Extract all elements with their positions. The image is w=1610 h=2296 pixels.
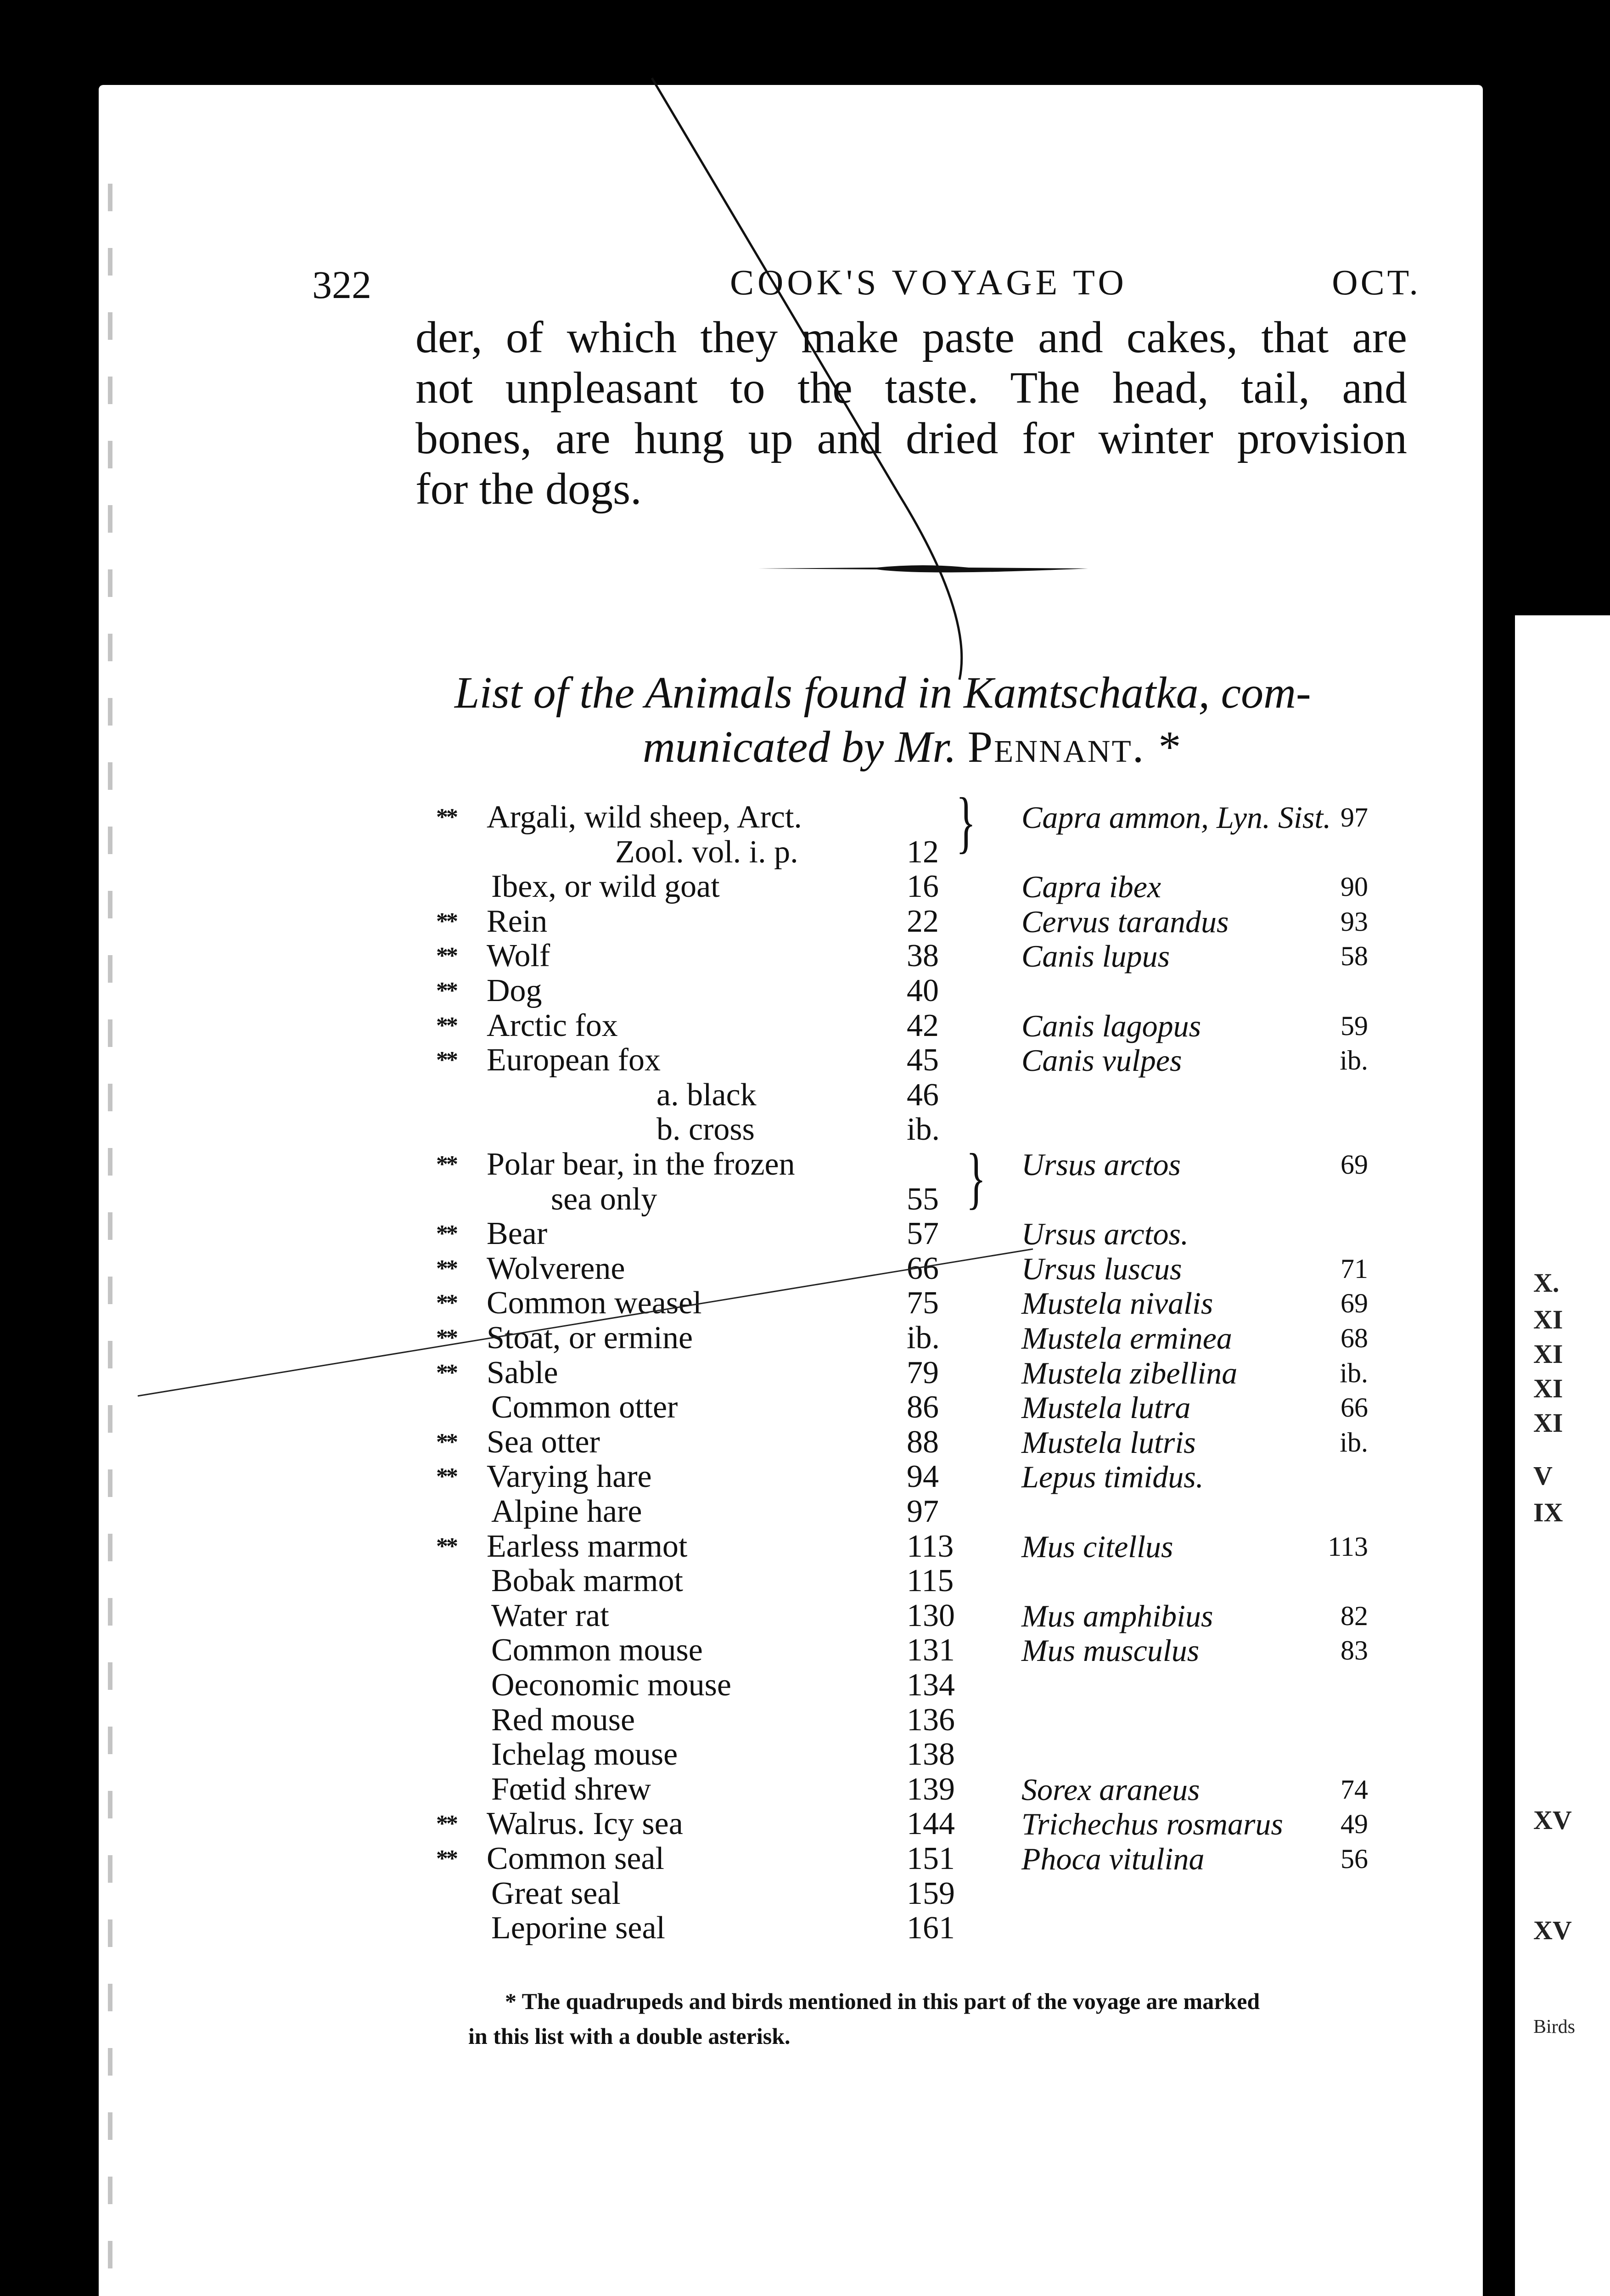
- animal-name: Common otter: [491, 1390, 678, 1425]
- page-ref: ib.: [907, 1320, 940, 1356]
- latin-name: Cervus tarandus: [1021, 904, 1229, 939]
- double-asterisk: **: [436, 1811, 456, 1837]
- animal-name: Wolf: [487, 938, 550, 974]
- latin-name: Sorex araneus: [1021, 1772, 1200, 1807]
- latin-name: Capra ibex: [1021, 869, 1161, 905]
- body-line: for the dogs.: [415, 464, 642, 514]
- animal-name: Stoat, or ermine: [487, 1320, 693, 1356]
- animal-name: Ibex, or wild goat: [491, 869, 720, 905]
- page-ref: 136: [907, 1702, 955, 1738]
- linnaeus-ref: ib.: [1340, 1045, 1368, 1076]
- animal-name: Earless marmot: [487, 1528, 688, 1564]
- animal-name: Common weasel: [487, 1285, 702, 1321]
- linnaeus-ref: 113: [1328, 1531, 1368, 1562]
- page-ref: 161: [907, 1910, 955, 1946]
- linnaeus-ref: ib.: [1340, 1427, 1368, 1458]
- page-ref: 86: [907, 1390, 939, 1425]
- double-asterisk: **: [436, 978, 456, 1004]
- page-ref: 97: [907, 1494, 939, 1529]
- double-asterisk: **: [436, 804, 456, 830]
- linnaeus-ref: 71: [1341, 1253, 1368, 1284]
- double-asterisk: **: [436, 908, 456, 934]
- latin-name: Mustela erminea: [1021, 1321, 1232, 1356]
- latin-name: Mus amphibius: [1021, 1598, 1213, 1633]
- double-asterisk: **: [436, 1151, 456, 1177]
- next-page-fragment: XI: [1533, 1373, 1563, 1403]
- double-asterisk: **: [436, 1359, 456, 1386]
- animal-name: Walrus. Icy sea: [487, 1806, 683, 1842]
- linnaeus-ref: 69: [1341, 1288, 1368, 1319]
- body-line: bones, are hung up and dried for winter provision: [415, 414, 1407, 463]
- adjacent-page-edge: [1515, 615, 1610, 2296]
- next-page-fragment: XV: [1533, 1915, 1572, 1945]
- double-asterisk: **: [436, 1012, 456, 1039]
- linnaeus-ref: 56: [1341, 1844, 1368, 1874]
- next-page-fragment: IX: [1533, 1497, 1563, 1527]
- linnaeus-ref: 93: [1341, 906, 1368, 937]
- latin-name: Canis vulpes: [1021, 1043, 1182, 1078]
- latin-name: Lepus timidus.: [1021, 1459, 1204, 1495]
- page-ref: 16: [907, 869, 939, 905]
- latin-name: Mustela lutris: [1021, 1424, 1196, 1460]
- page-ref: 159: [907, 1875, 955, 1911]
- double-asterisk: **: [436, 1846, 456, 1872]
- animal-name: Polar bear, in the frozen: [487, 1147, 795, 1182]
- page-ref: 151: [907, 1841, 955, 1876]
- animal-name: Zool. vol. i. p.: [615, 834, 798, 870]
- linnaeus-ref: 74: [1341, 1774, 1368, 1805]
- page-ref: 46: [907, 1077, 939, 1113]
- page-ref: 38: [907, 938, 939, 974]
- animal-name: Fœtid shrew: [491, 1771, 651, 1807]
- latin-name: Mus citellus: [1021, 1529, 1173, 1564]
- animal-name: Bear: [487, 1216, 548, 1252]
- page-number: 322: [312, 263, 371, 307]
- page-ref: 130: [907, 1598, 955, 1633]
- animal-name: Red mouse: [491, 1702, 635, 1738]
- linnaeus-ref: 68: [1341, 1323, 1368, 1353]
- latin-name: Canis lupus: [1021, 939, 1170, 974]
- latin-name: Trichechus rosmarus: [1021, 1806, 1283, 1842]
- list-title-line1: List of the Animals found in Kamtschatka, com-: [454, 668, 1311, 718]
- page-ref: 45: [907, 1042, 939, 1078]
- page-ref: 75: [907, 1285, 939, 1321]
- animal-name: Common seal: [487, 1841, 664, 1876]
- linnaeus-ref: ib.: [1340, 1357, 1368, 1388]
- animal-name: Water rat: [491, 1598, 609, 1633]
- body-line: not unpleasant to the taste. The head, tail, and: [415, 363, 1407, 413]
- animal-name: Varying hare: [487, 1459, 652, 1495]
- page-ref: 79: [907, 1355, 939, 1390]
- next-page-fragment: XI: [1533, 1408, 1563, 1438]
- list-title: [413, 666, 1423, 774]
- page-ref: 42: [907, 1007, 939, 1043]
- page-ref: 131: [907, 1632, 955, 1668]
- page-ref: 57: [907, 1216, 939, 1252]
- latin-name: Mustela nivalis: [1021, 1286, 1213, 1321]
- double-asterisk: **: [436, 1429, 456, 1455]
- latin-name: Ursus arctos.: [1021, 1216, 1189, 1252]
- animal-name: Common mouse: [491, 1632, 703, 1668]
- latin-name: Mustela lutra: [1021, 1390, 1191, 1425]
- double-asterisk: **: [436, 1221, 456, 1247]
- running-header: [312, 262, 1421, 312]
- animal-name: Leporine seal: [491, 1910, 665, 1946]
- page-ref: 12: [907, 834, 939, 870]
- footnote: [468, 1984, 1469, 2054]
- ornamental-rule: [757, 564, 1088, 573]
- linnaeus-ref: 69: [1341, 1149, 1368, 1180]
- linnaeus-ref: 82: [1341, 1600, 1368, 1631]
- animal-name: Sable: [487, 1355, 558, 1390]
- page-ref: ib.: [907, 1112, 940, 1148]
- linnaeus-ref: 90: [1341, 872, 1368, 902]
- double-asterisk: **: [436, 943, 456, 969]
- running-title: COOK'S VOYAGE TO: [730, 262, 1128, 302]
- next-page-fragment: XI: [1533, 1339, 1563, 1369]
- linnaeus-ref: 59: [1341, 1010, 1368, 1041]
- next-page-fragment: XI: [1533, 1305, 1563, 1334]
- brace: }: [956, 784, 976, 860]
- animal-name: a. black: [656, 1077, 757, 1113]
- body-line: der, of which they make paste and cakes, that are: [415, 313, 1407, 362]
- next-page-fragment: Birds: [1533, 2016, 1576, 2037]
- author-name: Pennant.: [967, 722, 1145, 772]
- footnote-marker: *: [1156, 722, 1179, 772]
- latin-name: Capra ammon, Lyn. Sist.: [1021, 800, 1331, 835]
- animal-name: Ichelag mouse: [491, 1737, 678, 1773]
- double-asterisk: **: [436, 1463, 456, 1490]
- page-ref: 66: [907, 1250, 939, 1286]
- page-ref: 40: [907, 973, 939, 1008]
- linnaeus-ref: 58: [1341, 941, 1368, 972]
- animal-name: Arctic fox: [487, 1007, 618, 1043]
- latin-name: Mus musculus: [1021, 1633, 1200, 1668]
- page-ref: 115: [907, 1563, 954, 1599]
- page-ref: 88: [907, 1424, 939, 1460]
- linnaeus-ref: 83: [1341, 1635, 1368, 1666]
- list-title-line2: municated by Mr.: [643, 722, 957, 772]
- page-ref: 55: [907, 1181, 939, 1217]
- latin-name: Ursus arctos: [1021, 1147, 1181, 1182]
- double-asterisk: **: [436, 1325, 456, 1351]
- brace: }: [966, 1140, 986, 1216]
- animal-name: Rein: [487, 903, 548, 939]
- page-ref: 144: [907, 1806, 955, 1842]
- animal-name: Alpine hare: [491, 1494, 642, 1529]
- footnote-line1: * The quadrupeds and birds mentioned in this part of the voyage are marked: [505, 1988, 1260, 2014]
- double-asterisk: **: [436, 1533, 456, 1559]
- latin-name: Canis lagopus: [1021, 1008, 1201, 1043]
- latin-name: Ursus luscus: [1021, 1251, 1182, 1286]
- next-page-fragment: XV: [1533, 1805, 1572, 1835]
- next-page-fragment: V: [1533, 1461, 1553, 1491]
- page-ref: 134: [907, 1667, 955, 1703]
- header-month: OCT.: [1332, 262, 1421, 302]
- latin-name: Phoca vitulina: [1021, 1841, 1205, 1876]
- double-asterisk: **: [436, 1290, 456, 1317]
- animal-name: Great seal: [491, 1875, 621, 1911]
- page-ref: 94: [907, 1459, 939, 1495]
- page-ref: 138: [907, 1737, 955, 1773]
- latin-name: Mustela zibellina: [1021, 1355, 1238, 1390]
- double-asterisk: **: [436, 1047, 456, 1074]
- body-paragraph: [415, 312, 1407, 514]
- linnaeus-ref: 66: [1341, 1392, 1368, 1423]
- animal-name: b. cross: [656, 1112, 755, 1148]
- animal-name: European fox: [487, 1042, 661, 1078]
- page-ref: 22: [907, 903, 939, 939]
- animal-name: Argali, wild sheep, Arct.: [487, 799, 802, 835]
- animal-name: Dog: [487, 973, 542, 1008]
- linnaeus-ref: 49: [1341, 1809, 1368, 1840]
- animal-name: Oeconomic mouse: [491, 1667, 731, 1703]
- animal-name: sea only: [551, 1181, 657, 1217]
- page-ref: 113: [907, 1528, 954, 1564]
- animal-name: Sea otter: [487, 1424, 600, 1460]
- animal-name: Wolverene: [487, 1250, 625, 1286]
- linnaeus-ref: 97: [1341, 802, 1368, 833]
- animal-name: Bobak marmot: [491, 1563, 683, 1599]
- footnote-line2: in this list with a double asterisk.: [468, 2023, 791, 2049]
- next-page-fragment: X.: [1533, 1268, 1560, 1298]
- double-asterisk: **: [436, 1255, 456, 1282]
- page-ref: 139: [907, 1771, 955, 1807]
